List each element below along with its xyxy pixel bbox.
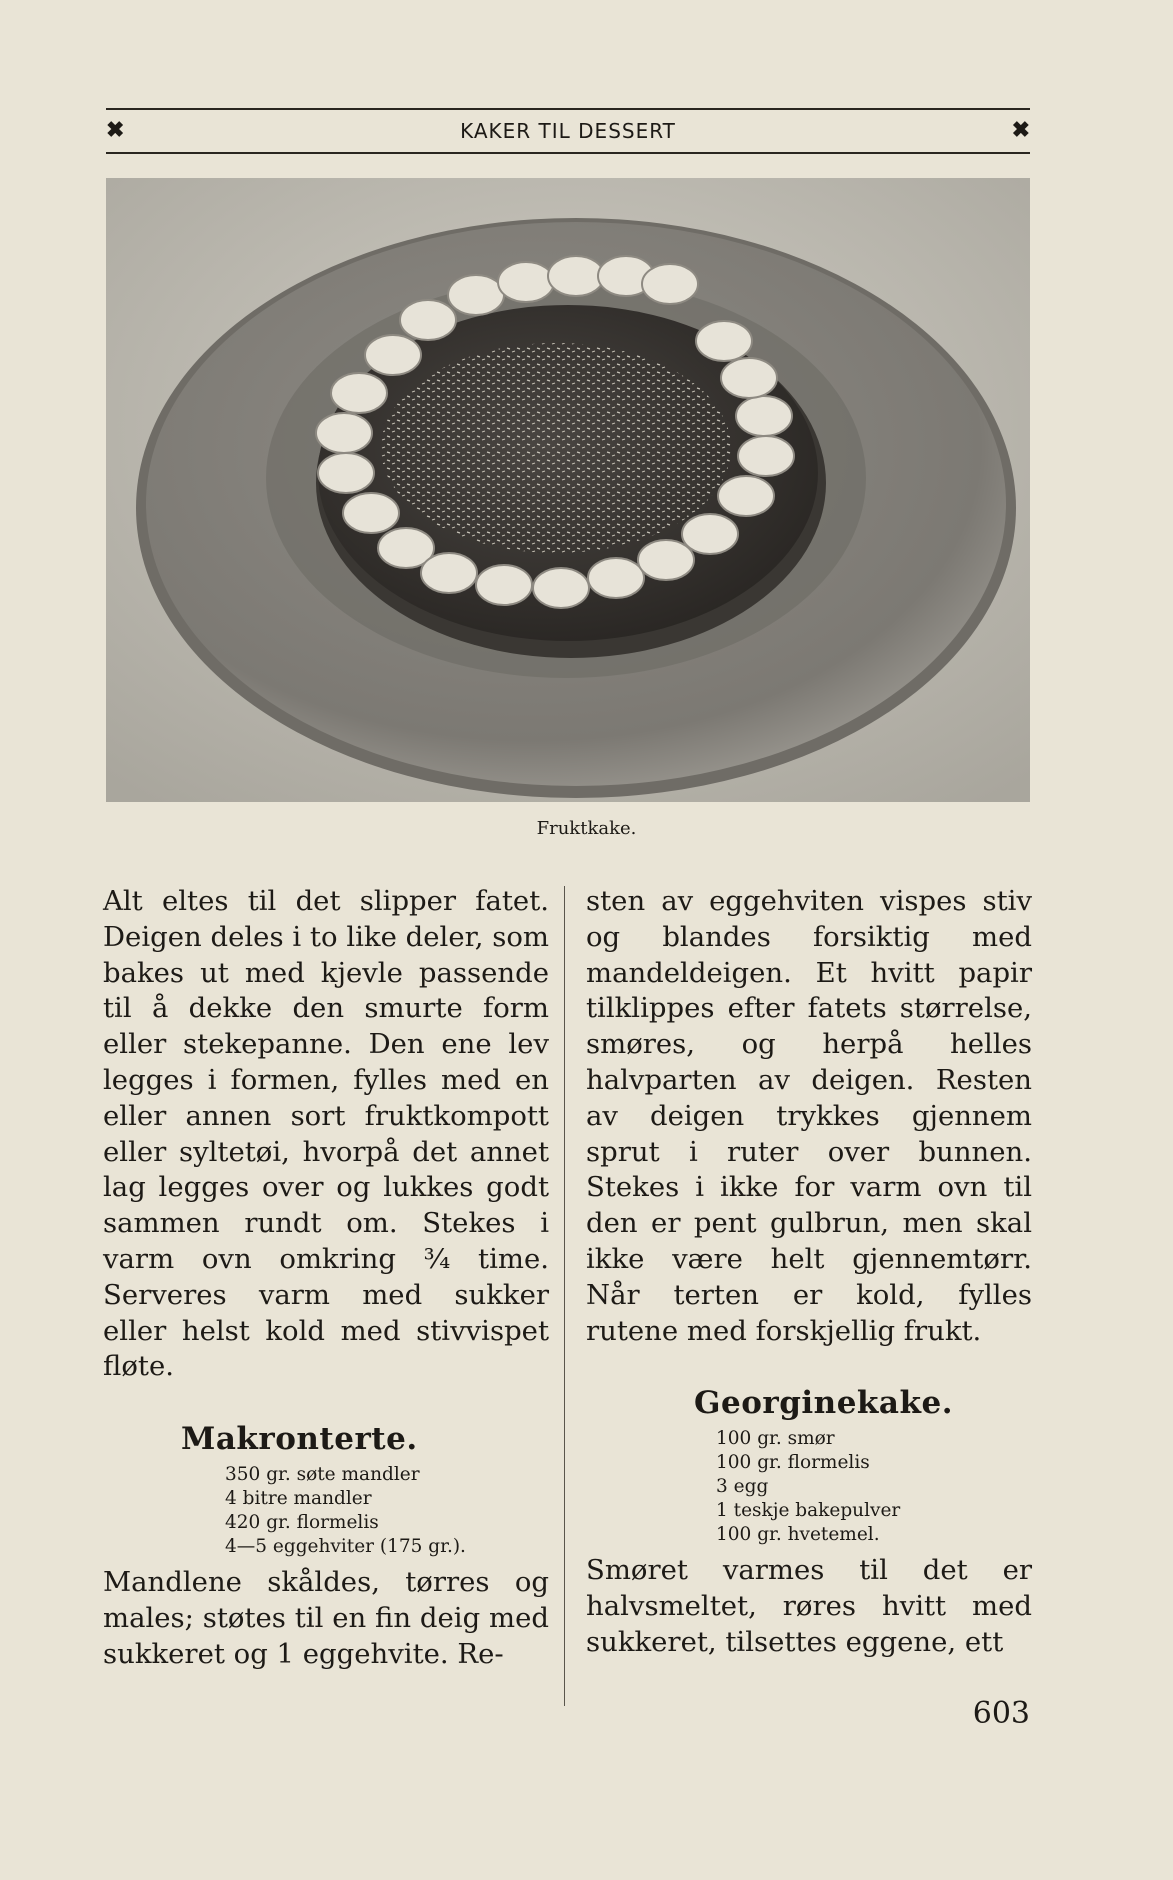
ingredient-item: 4 bitre mandler [225,1488,372,1510]
body-paragraph: Smøret varmes til det er halvsmeltet, røres hvitt med sukkeret, tilsettes eggene, ett [586,1554,1032,1658]
ingredient-list [586,1427,1032,1547]
ingredient-item: 350 gr. søte mandler [225,1464,420,1486]
recipe-title: Georginekake. [694,1385,953,1422]
ornament-left: ✖ [106,117,125,143]
page-number: 603 [972,1696,1030,1731]
ingredient-item: 4—5 eggehviter (175 gr.). [225,1536,466,1558]
ingredient-item: 100 gr. hvetemel. [716,1524,880,1546]
figure-caption: Fruktkake. [536,818,637,839]
recipe-title: Makronterte. [181,1421,418,1458]
cake-illustration [106,178,1030,802]
right-column [586,884,1032,1661]
ornament-right: ✖ [1011,117,1030,143]
fruit-cake-photo [106,178,1030,802]
body-paragraph: sten av eggehviten vispes stiv og blandes forsiktig med mandeldeigen. Et hvitt papir tilklippes efter fatets størrelse, smøres, og herpå helles halvparten av deigen. Resten av deigen trykkes gjennem sprut i ruter over bunnen. Stekes i ikke for varm ovn til den er pent gulbrun, men skal ikke være helt gjennemtørr. Når terten er kold, fylles rutene med forskjellig frukt. [586,885,1032,1347]
ingredient-item: 1 teskje bakepulver [716,1500,901,1522]
ingredient-item: 100 gr. flormelis [716,1452,870,1474]
running-header [106,108,1030,154]
ingredient-item: 3 egg [716,1476,769,1498]
running-title: KAKER TIL DESSERT [460,119,676,143]
ingredient-list [103,1463,549,1559]
body-paragraph: Alt eltes til det slipper fatet. Deigen deles i to like deler, som bakes ut med kjevle passende til å dekke den smurte form eller stekepanne. Den ene lev legges i formen, fylles med en eller annen sort fruktkompott eller syltetøi, hvorpå det annet lag legges over og lukkes godt sammen rundt om. Stekes i varm ovn omkring ¾ time. Serveres varm med sukker eller helst kold med stivvispet fløte. [103,885,549,1383]
column-divider [564,886,565,1706]
ingredient-item: 100 gr. smør [716,1428,835,1450]
left-column [103,884,549,1673]
body-paragraph: Mandlene skåldes, tørres og males; støtes til en fin deig med sukkeret og 1 eggehvite. Re- [103,1566,549,1670]
ingredient-item: 420 gr. flormelis [225,1512,379,1534]
